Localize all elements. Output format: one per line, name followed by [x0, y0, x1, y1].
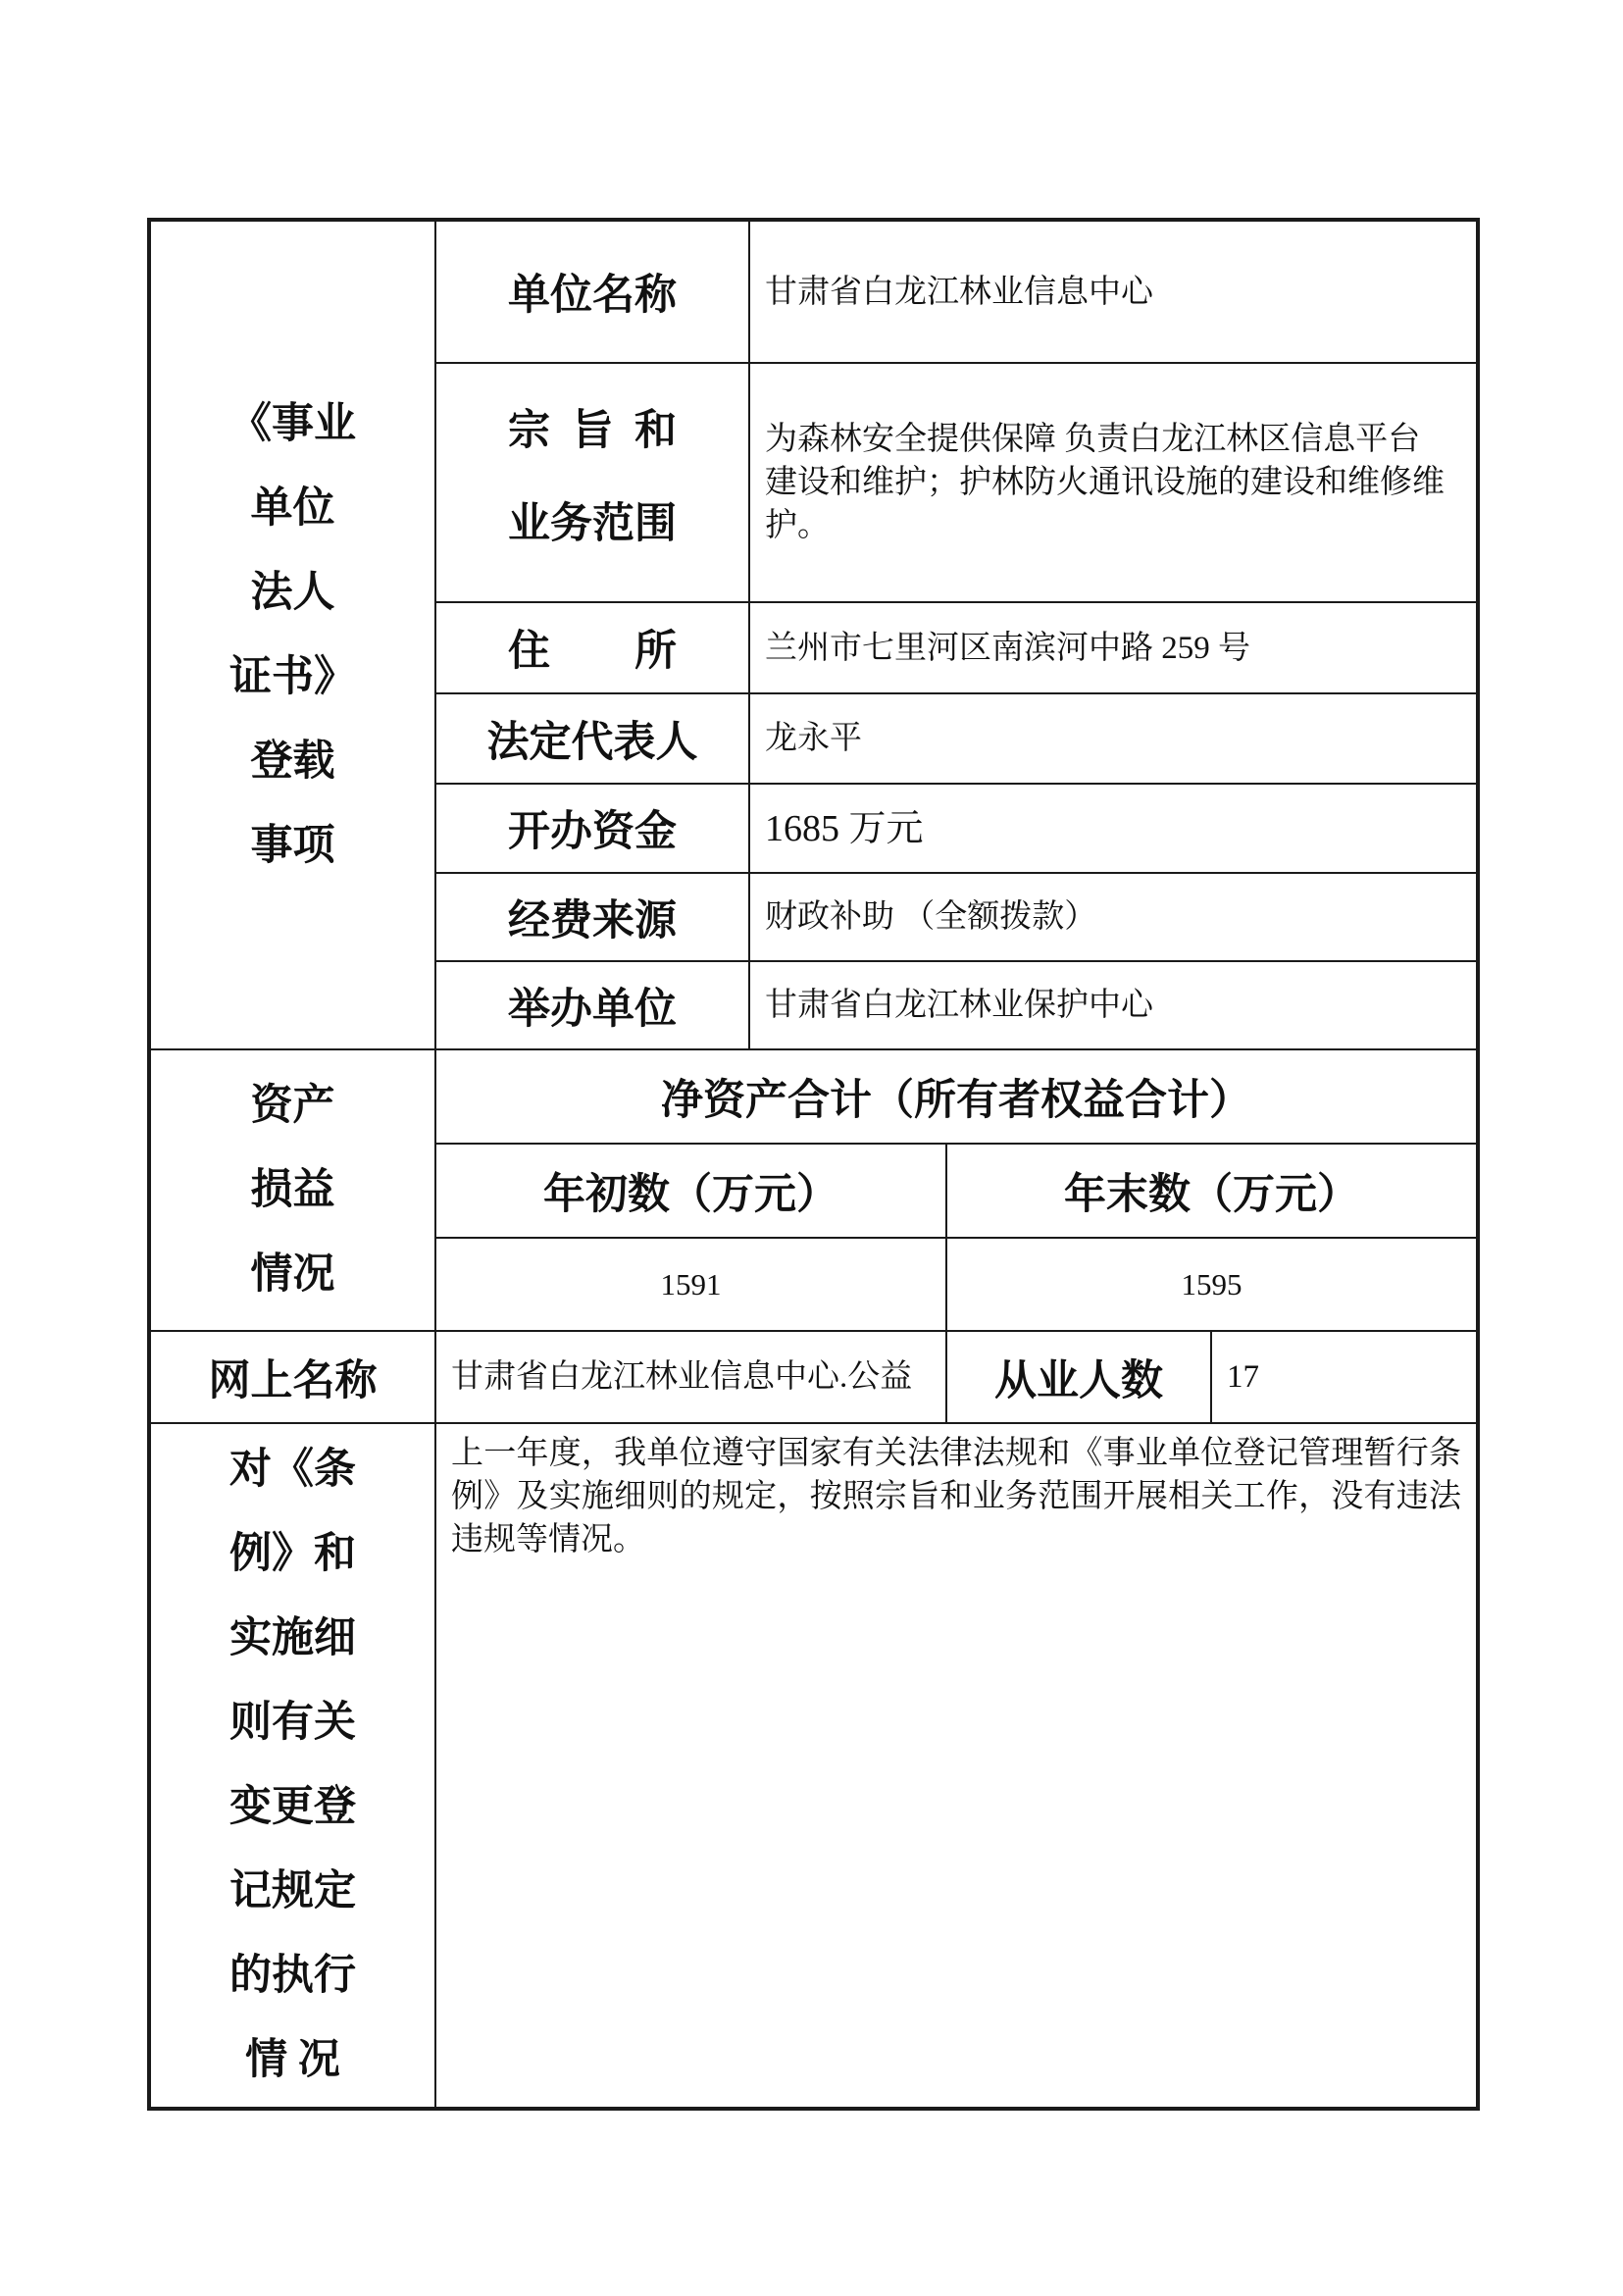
registration-section-label-line: 单位: [250, 485, 335, 532]
registered-capital-label: 开办资金: [508, 809, 677, 855]
funding-source-label-cell: [435, 873, 749, 961]
sponsor-label: 举办单位: [508, 986, 677, 1033]
registration-section-label-line: 法人: [250, 569, 335, 616]
employees-label: 从业人数: [946, 1331, 1211, 1423]
funding-source-value: 财政补助 （全额拨款）: [749, 873, 1478, 961]
legal-representative-label-cell: [435, 693, 749, 784]
unit-name-value: 甘肃省白龙江林业信息中心: [749, 220, 1478, 363]
unit-name-row: [149, 220, 1478, 363]
year-start-label: 年初数（万元）: [435, 1144, 946, 1238]
assets-section-label: [149, 1049, 435, 1331]
compliance-section-label-line: 记规定: [229, 1868, 356, 1914]
compliance-row: [149, 1423, 1478, 2109]
compliance-section-label-line: 的执行: [229, 1953, 356, 1999]
unit-name-label-cell: [435, 220, 749, 363]
purpose-scope-value: 为森林安全提供保障 负责白龙江林区信息平台建设和维护；护林防火通讯设施的建设和维修维护。: [749, 363, 1478, 602]
purpose-scope-label-line: 业务范围: [508, 501, 677, 547]
purpose-scope-label-cell: [435, 363, 749, 602]
unit-name-label: 单位名称: [508, 273, 677, 319]
year-end-value: 1595: [946, 1238, 1478, 1331]
compliance-section-label-line: 实施细: [229, 1615, 356, 1661]
registration-section-label-line: 登载: [250, 738, 335, 785]
annual-report-form-table: [147, 218, 1480, 2111]
registration-section-label-line: 事项: [250, 822, 335, 869]
assets-section-label-line: 损益: [250, 1166, 335, 1213]
net-assets-header: 净资产合计（所有者权益合计）: [435, 1049, 1478, 1144]
assets-section-label-line: 资产: [250, 1082, 335, 1129]
assets-section-label-line: 情况: [250, 1250, 335, 1298]
online-name-value: 甘肃省白龙江林业信息中心.公益: [435, 1331, 946, 1423]
compliance-section-label-line: 情 况: [245, 2037, 340, 2083]
compliance-section-label-line: 则有关: [229, 1700, 356, 1746]
registered-capital-value: 1685 万元: [749, 784, 1478, 873]
net-assets-header-row: [149, 1049, 1478, 1144]
legal-representative-label: 法定代表人: [486, 719, 698, 766]
online-name-label: 网上名称: [149, 1331, 435, 1423]
compliance-section-label: [149, 1423, 435, 2109]
compliance-section-label-line: 变更登: [229, 1784, 356, 1830]
registration-section-label-line: 证书》: [229, 653, 356, 700]
compliance-section-label-line: 对《条: [229, 1447, 356, 1493]
registration-section-label-line: 《事业: [229, 400, 356, 447]
registration-section-label: [149, 220, 435, 1049]
address-label: 住所: [508, 629, 677, 675]
legal-representative-value: 龙永平: [749, 693, 1478, 784]
sponsor-label-cell: [435, 961, 749, 1049]
year-start-value: 1591: [435, 1238, 946, 1331]
compliance-text: 上一年度，我单位遵守国家有关法律法规和《事业单位登记管理暂行条例》及实施细则的规定，按照宗旨和业务范围开展相关工作，没有违法违规等情况。: [435, 1423, 1478, 2109]
registered-capital-label-cell: [435, 784, 749, 873]
funding-source-label: 经费来源: [508, 897, 677, 944]
online-name-row: [149, 1331, 1478, 1423]
year-end-label: 年末数（万元）: [946, 1144, 1478, 1238]
address-value: 兰州市七里河区南滨河中路 259 号: [749, 602, 1478, 693]
employees-value: 17: [1211, 1331, 1478, 1423]
address-label-cell: [435, 602, 749, 693]
compliance-section-label-line: 例》和: [229, 1531, 356, 1577]
purpose-scope-label-line: 宗旨和: [508, 408, 677, 454]
sponsor-value: 甘肃省白龙江林业保护中心: [749, 961, 1478, 1049]
